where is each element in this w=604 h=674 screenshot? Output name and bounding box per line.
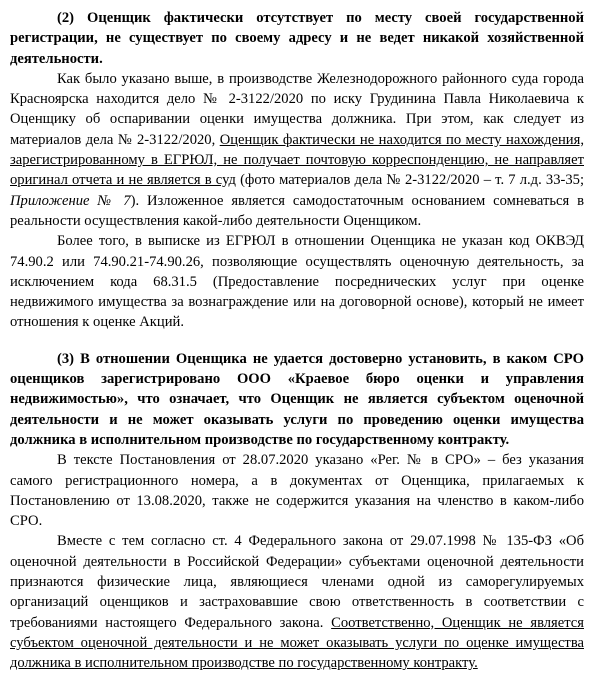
section-3-p2-underlined: Соответственно, Оценщик не является субъектом оценочной деятельности и не может оказывать услуги по оценке имущества должника в исполнительном производстве по государственному контракту. — [10, 614, 584, 672]
section-3-paragraph-2 — [10, 531, 584, 673]
section-2-p1-appendix-ref: Приложение № 7 — [10, 192, 131, 209]
section-3-heading: (3) В отношении Оценщика не удается достоверно установить, в каком СРО оценщиков зарегистрировано ООО «Краевое бюро оценки и управления недвижимостью», что означает, что Оценщик не является субъектом оценочной деятельности и не может оказывать услуги по проведению оценки имущества должника в исполнительном производстве по государственному контракту. — [10, 350, 584, 448]
section-2-paragraph-1 — [10, 69, 584, 231]
section-2-paragraph-2: Более того, в выписке из ЕГРЮЛ в отношении Оценщика не указан код ОКВЭД 74.90.2 или 74.90.21-74.90.26, позволяющие осуществлять оценочную деятельность, за исключением кода 68.31.5 (Предоставление посреднических услуг при оценке недвижимого имущества за вознаграждение или на договорной основе), который не имеет отношения к оценке Акций. — [10, 233, 584, 331]
section-2-p1-underlined: Оценщик фактически не находится по месту нахождения, зарегистрированному в ЕГРЮЛ, не получает почтовую корреспонденцию, не направляет оригинал отчета и не является в суд — [10, 131, 584, 189]
section-2-p1-mid: (фото материалов дела № 2-3122/2020 – т. 7 л.д. 33-35; — [235, 172, 584, 189]
section-2-heading: (2) Оценщик фактически отсутствует по месту своей государственной регистрации, не существует по своему адресу и не ведет никакой хозяйственной деятельности. — [10, 10, 584, 67]
section-2-p1-intro: Как было указано выше, в производстве Железнодорожного районного суда города Красноярска находится дело № 2-3122/2020 по иску Грудинина Павла Николаевича к Оценщику об оспаривании оценки имущества должника. При этом, как следует из материалов дела № 2-3122/2020, — [10, 70, 584, 148]
section-3-paragraph-1: В тексте Постановления от 28.07.2020 указано «Рег. № в СРО» – без указания самого регистрационного номера, а в документах от Оценщика, прилагаемых к Постановлению от 13.08.2020, также не содержится указания на членство в каком-либо СРО. — [10, 452, 584, 530]
section-2-p1-end: ). Изложенное является самодостаточным основанием сомневаться в реальности осуществления какой-либо деятельности Оценщиком. — [10, 192, 584, 229]
section-3-p2-text: Вместе с тем согласно ст. 4 Федерального закона от 29.07.1998 № 135-ФЗ «Об оценочной деятельности в Российской Федерации» субъектами оценочной деятельности признаются физические лица, являющиеся членами одной из саморегулируемых организаций оценщиков и застраховавшие свою ответственность в соответствии с требованиями настоящего Федерального закона. — [10, 533, 584, 631]
